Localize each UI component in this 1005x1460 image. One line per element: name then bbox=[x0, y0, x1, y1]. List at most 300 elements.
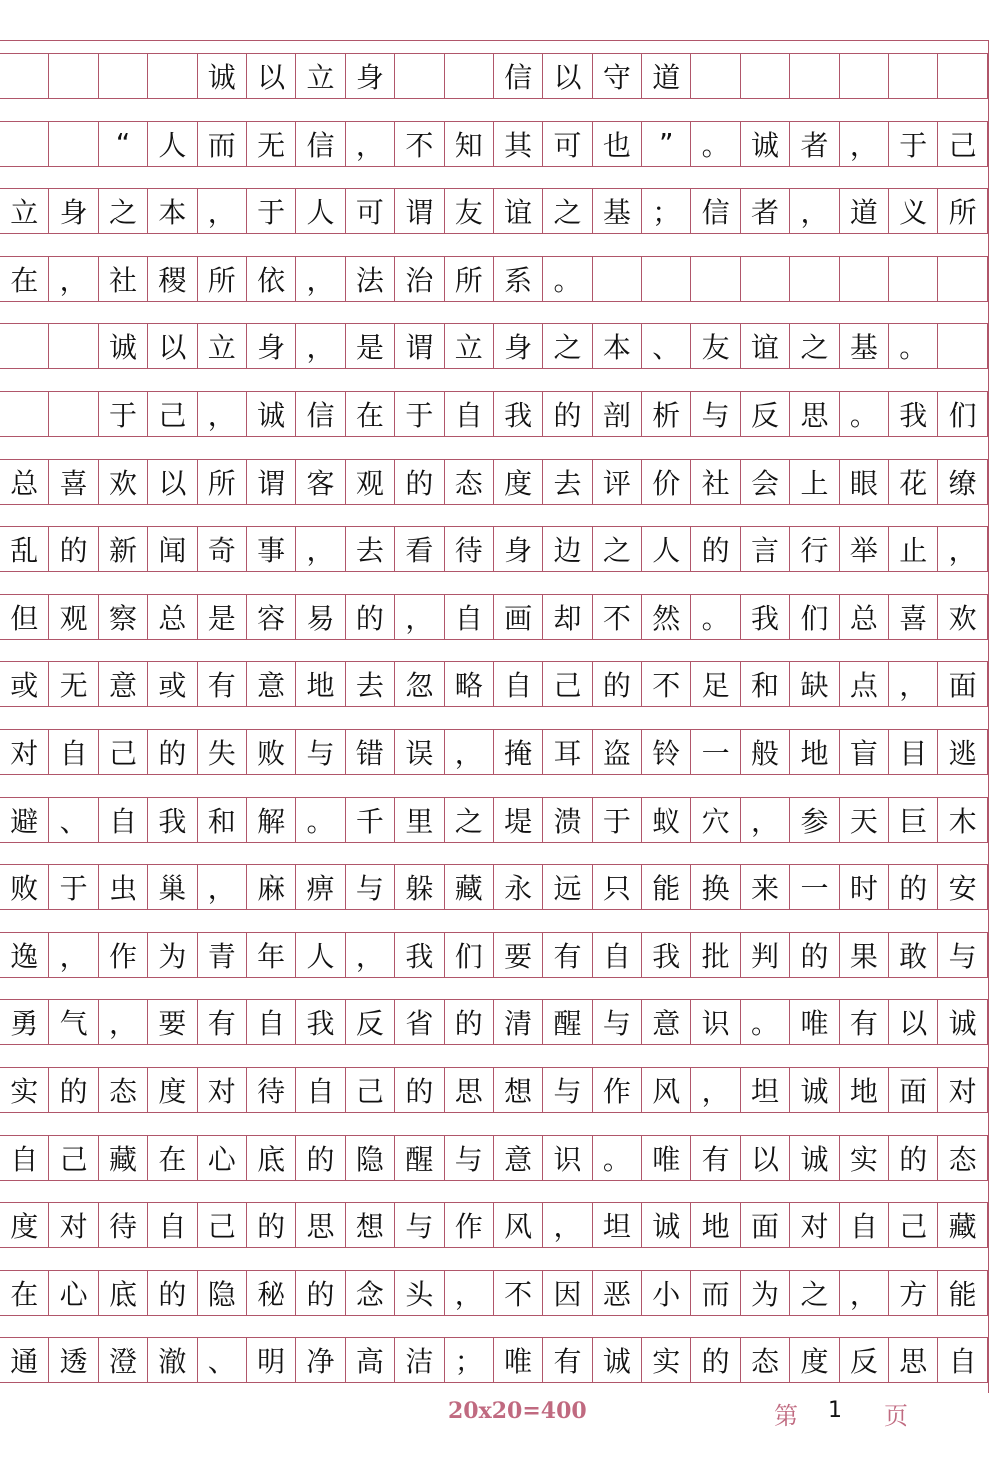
grid-cell: 们 bbox=[938, 392, 987, 436]
grid-cell: ， bbox=[296, 257, 345, 301]
grid-cell: 己 bbox=[889, 1203, 938, 1247]
grid-cell: 信 bbox=[296, 392, 345, 436]
grid-cell: 判 bbox=[741, 933, 790, 977]
grid-row bbox=[0, 391, 988, 437]
grid-row bbox=[0, 999, 988, 1045]
grid-cell bbox=[49, 392, 98, 436]
grid-cell: 守 bbox=[593, 54, 642, 98]
grid-cell bbox=[938, 257, 987, 301]
grid-cell: 者 bbox=[741, 189, 790, 233]
grid-cell: 诚 bbox=[790, 1136, 839, 1180]
grid-cell: 以 bbox=[543, 54, 592, 98]
grid-cell: 己 bbox=[198, 1203, 247, 1247]
grid-cell bbox=[938, 54, 987, 98]
grid-cell: 的 bbox=[49, 1068, 98, 1112]
grid-cell: 实 bbox=[0, 1068, 49, 1112]
grid-cell: 的 bbox=[790, 933, 839, 977]
grid-cell: 面 bbox=[741, 1203, 790, 1247]
grid-cell: 但 bbox=[0, 595, 49, 639]
grid-cell: 巨 bbox=[889, 798, 938, 842]
grid-cell: 只 bbox=[593, 865, 642, 909]
grid-cell: ； bbox=[642, 189, 691, 233]
grid-cell: 上 bbox=[790, 460, 839, 504]
grid-cell: 的 bbox=[691, 1338, 740, 1382]
grid-cell: 自 bbox=[445, 392, 494, 436]
grid-cell: ， bbox=[691, 1068, 740, 1112]
grid-cell: 败 bbox=[247, 730, 296, 774]
grid-cell: ， bbox=[49, 933, 98, 977]
grid-cell bbox=[593, 257, 642, 301]
grid-cell: 的 bbox=[889, 1136, 938, 1180]
grid-cell: ， bbox=[840, 122, 889, 166]
grid-cell: 以 bbox=[741, 1136, 790, 1180]
grid-cell: 我 bbox=[741, 595, 790, 639]
grid-cell bbox=[790, 54, 839, 98]
grid-cell: 反 bbox=[840, 1338, 889, 1382]
grid-cell: 识 bbox=[691, 1000, 740, 1044]
grid-row bbox=[0, 1067, 988, 1113]
grid-cell bbox=[395, 54, 444, 98]
grid-cell: 的 bbox=[148, 730, 197, 774]
grid-cell: ， bbox=[346, 933, 395, 977]
grid-cell: 的 bbox=[543, 392, 592, 436]
grid-cell: 欢 bbox=[938, 595, 987, 639]
grid-cell: 虫 bbox=[99, 865, 148, 909]
grid-cell: 头 bbox=[395, 1271, 444, 1315]
grid-cell: 花 bbox=[889, 460, 938, 504]
grid-cell: 一 bbox=[691, 730, 740, 774]
grid-cell: 能 bbox=[938, 1271, 987, 1315]
grid-cell: 忽 bbox=[395, 662, 444, 706]
grid-cell: 与 bbox=[445, 1136, 494, 1180]
grid-cell: 风 bbox=[642, 1068, 691, 1112]
grid-cell: 知 bbox=[445, 122, 494, 166]
grid-cell: 治 bbox=[395, 257, 444, 301]
grid-cell: 勇 bbox=[0, 1000, 49, 1044]
grid-row bbox=[0, 121, 988, 167]
grid-cell: 闻 bbox=[148, 527, 197, 571]
grid-cell: 友 bbox=[691, 324, 740, 368]
grid-cell: 与 bbox=[543, 1068, 592, 1112]
page-number: 1 bbox=[828, 1398, 842, 1423]
grid-cell: 底 bbox=[99, 1271, 148, 1315]
grid-cell: 的 bbox=[889, 865, 938, 909]
grid-cell: 作 bbox=[593, 1068, 642, 1112]
grid-cell: ， bbox=[346, 122, 395, 166]
grid-cell: 对 bbox=[198, 1068, 247, 1112]
grid-cell: 待 bbox=[99, 1203, 148, 1247]
grid-cell: 信 bbox=[296, 122, 345, 166]
grid-cell: 诚 bbox=[938, 1000, 987, 1044]
grid-row bbox=[0, 459, 988, 505]
grid-cell: 木 bbox=[938, 798, 987, 842]
grid-cell bbox=[148, 54, 197, 98]
grid-cell: 奇 bbox=[198, 527, 247, 571]
grid-cell: 。 bbox=[543, 257, 592, 301]
grid-cell: 之 bbox=[445, 798, 494, 842]
grid-cell: 避 bbox=[0, 798, 49, 842]
grid-cell bbox=[840, 257, 889, 301]
grid-cell: 。 bbox=[593, 1136, 642, 1180]
grid-cell: 己 bbox=[346, 1068, 395, 1112]
grid-row bbox=[0, 256, 988, 302]
grid-cell: 总 bbox=[840, 595, 889, 639]
grid-cell bbox=[741, 54, 790, 98]
grid-row bbox=[0, 1135, 988, 1181]
grid-cell: 之 bbox=[593, 527, 642, 571]
grid-cell: 与 bbox=[395, 1203, 444, 1247]
grid-cell: 地 bbox=[840, 1068, 889, 1112]
grid-cell: 思 bbox=[790, 392, 839, 436]
grid-cell: 小 bbox=[642, 1271, 691, 1315]
grid-cell: 系 bbox=[494, 257, 543, 301]
grid-cell: 在 bbox=[346, 392, 395, 436]
grid-cell: 度 bbox=[790, 1338, 839, 1382]
grid-cell: 有 bbox=[840, 1000, 889, 1044]
grid-cell: 基 bbox=[840, 324, 889, 368]
grid-cell: 之 bbox=[790, 1271, 839, 1315]
grid-cell: 的 bbox=[346, 595, 395, 639]
grid-cell: 自 bbox=[296, 1068, 345, 1112]
grid-cell: 身 bbox=[494, 324, 543, 368]
grid-cell: 对 bbox=[790, 1203, 839, 1247]
grid-cell: ， bbox=[198, 865, 247, 909]
grid-cell: 与 bbox=[296, 730, 345, 774]
grid-cell: 之 bbox=[99, 189, 148, 233]
grid-cell: 社 bbox=[691, 460, 740, 504]
grid-cell: 对 bbox=[938, 1068, 987, 1112]
grid-cell: 之 bbox=[790, 324, 839, 368]
grid-cell: 的 bbox=[395, 460, 444, 504]
grid-cell: ， bbox=[49, 257, 98, 301]
grid-cell: 之 bbox=[543, 324, 592, 368]
grid-cell: 看 bbox=[395, 527, 444, 571]
grid-row bbox=[0, 53, 988, 99]
grid-cell: 反 bbox=[346, 1000, 395, 1044]
grid-cell: 身 bbox=[247, 324, 296, 368]
grid-cell: 对 bbox=[49, 1203, 98, 1247]
grid-cell: 谊 bbox=[741, 324, 790, 368]
grid-cell: 身 bbox=[49, 189, 98, 233]
grid-cell: 省 bbox=[395, 1000, 444, 1044]
grid-cell: 人 bbox=[148, 122, 197, 166]
grid-cell: 己 bbox=[148, 392, 197, 436]
grid-cell: 友 bbox=[445, 189, 494, 233]
grid-cell: 不 bbox=[395, 122, 444, 166]
grid-cell: 、 bbox=[198, 1338, 247, 1382]
grid-cell: 谓 bbox=[395, 324, 444, 368]
grid-cell: 度 bbox=[148, 1068, 197, 1112]
grid-cell: 误 bbox=[395, 730, 444, 774]
grid-row bbox=[0, 1270, 988, 1316]
grid-cell: 待 bbox=[445, 527, 494, 571]
grid-cell bbox=[49, 54, 98, 98]
grid-cell: 地 bbox=[296, 662, 345, 706]
grid-cell: 自 bbox=[494, 662, 543, 706]
grid-cell: 天 bbox=[840, 798, 889, 842]
grid-cell: 面 bbox=[938, 662, 987, 706]
grid-cell bbox=[0, 324, 49, 368]
grid-cell: 掩 bbox=[494, 730, 543, 774]
grid-cell: 果 bbox=[840, 933, 889, 977]
grid-cell: 然 bbox=[642, 595, 691, 639]
grid-cell: 的 bbox=[593, 662, 642, 706]
grid-cell: 于 bbox=[395, 392, 444, 436]
grid-cell: 、 bbox=[49, 798, 98, 842]
grid-cell: 谓 bbox=[247, 460, 296, 504]
grid-cell: 的 bbox=[49, 527, 98, 571]
grid-cell: 欢 bbox=[99, 460, 148, 504]
grid-cell: 有 bbox=[543, 1338, 592, 1382]
grid-cell: 社 bbox=[99, 257, 148, 301]
grid-row bbox=[0, 1337, 988, 1383]
grid-cell: ， bbox=[445, 1271, 494, 1315]
grid-cell: 却 bbox=[543, 595, 592, 639]
grid-cell: 麻 bbox=[247, 865, 296, 909]
grid-cell: 的 bbox=[296, 1136, 345, 1180]
grid-cell: 自 bbox=[840, 1203, 889, 1247]
grid-cell: 缭 bbox=[938, 460, 987, 504]
grid-cell: 依 bbox=[247, 257, 296, 301]
grid-cell: 心 bbox=[49, 1271, 98, 1315]
grid-cell: 要 bbox=[148, 1000, 197, 1044]
grid-cell: 的 bbox=[691, 527, 740, 571]
grid-cell: 对 bbox=[0, 730, 49, 774]
grid-cell: 净 bbox=[296, 1338, 345, 1382]
grid-cell: 其 bbox=[494, 122, 543, 166]
grid-cell: ， bbox=[99, 1000, 148, 1044]
grid-cell: 剖 bbox=[593, 392, 642, 436]
grid-cell: 与 bbox=[938, 933, 987, 977]
grid-cell: 止 bbox=[889, 527, 938, 571]
grid-cell: 我 bbox=[148, 798, 197, 842]
grid-cell bbox=[741, 257, 790, 301]
grid-row bbox=[0, 729, 988, 775]
grid-cell: 自 bbox=[445, 595, 494, 639]
grid-cell: 里 bbox=[395, 798, 444, 842]
grid-cell: 想 bbox=[494, 1068, 543, 1112]
grid-cell: 所 bbox=[445, 257, 494, 301]
grid-cell: 而 bbox=[691, 1271, 740, 1315]
grid-cell: 不 bbox=[494, 1271, 543, 1315]
grid-cell bbox=[840, 54, 889, 98]
grid-cell: 透 bbox=[49, 1338, 98, 1382]
grid-cell: 道 bbox=[642, 54, 691, 98]
grid-cell: 缺 bbox=[790, 662, 839, 706]
grid-cell: 解 bbox=[247, 798, 296, 842]
grid-cell: 所 bbox=[938, 189, 987, 233]
grid-cell: 实 bbox=[840, 1136, 889, 1180]
grid-cell: 立 bbox=[445, 324, 494, 368]
grid-cell: 为 bbox=[741, 1271, 790, 1315]
grid-cell: 者 bbox=[790, 122, 839, 166]
grid-cell: 易 bbox=[296, 595, 345, 639]
grid-cell: 观 bbox=[49, 595, 98, 639]
grid-cell: 年 bbox=[247, 933, 296, 977]
grid-cell bbox=[691, 257, 740, 301]
grid-cell: 藏 bbox=[938, 1203, 987, 1247]
grid-cell: 新 bbox=[99, 527, 148, 571]
grid-cell bbox=[691, 54, 740, 98]
grid-cell: 青 bbox=[198, 933, 247, 977]
grid-cell: 边 bbox=[543, 527, 592, 571]
grid-cell: 在 bbox=[0, 1271, 49, 1315]
grid-cell: 的 bbox=[296, 1271, 345, 1315]
grid-cell: 千 bbox=[346, 798, 395, 842]
grid-cell: 以 bbox=[148, 460, 197, 504]
grid-cell: 巢 bbox=[148, 865, 197, 909]
grid-cell: 溃 bbox=[543, 798, 592, 842]
grid-cell: 之 bbox=[543, 189, 592, 233]
grid-cell: 诚 bbox=[790, 1068, 839, 1112]
grid-cell: 识 bbox=[543, 1136, 592, 1180]
grid-cell: 面 bbox=[889, 1068, 938, 1112]
grid-cell: 于 bbox=[99, 392, 148, 436]
grid-row bbox=[0, 594, 988, 640]
grid-cell: 身 bbox=[494, 527, 543, 571]
grid-cell: 无 bbox=[49, 662, 98, 706]
grid-cell: ； bbox=[445, 1338, 494, 1382]
grid-cell: 藏 bbox=[99, 1136, 148, 1180]
grid-cell: 或 bbox=[148, 662, 197, 706]
grid-cell: 诚 bbox=[198, 54, 247, 98]
grid-cell: 隐 bbox=[346, 1136, 395, 1180]
grid-cell: 评 bbox=[593, 460, 642, 504]
grid-cell: 远 bbox=[543, 865, 592, 909]
grid-cell: 盲 bbox=[840, 730, 889, 774]
grid-cell bbox=[0, 122, 49, 166]
grid-cell: 有 bbox=[198, 1000, 247, 1044]
grid-cell: 诚 bbox=[741, 122, 790, 166]
grid-cell: 总 bbox=[148, 595, 197, 639]
grid-cell: 己 bbox=[543, 662, 592, 706]
grid-cell: 足 bbox=[691, 662, 740, 706]
grid-cell: ， bbox=[395, 595, 444, 639]
grid-cell: 所 bbox=[198, 257, 247, 301]
grid-cell: 作 bbox=[445, 1203, 494, 1247]
grid-cell: 自 bbox=[49, 730, 98, 774]
grid-cell: 以 bbox=[148, 324, 197, 368]
grid-cell: 喜 bbox=[889, 595, 938, 639]
grid-cell: 洁 bbox=[395, 1338, 444, 1382]
grid-cell: 唯 bbox=[642, 1136, 691, 1180]
grid-cell: ， bbox=[741, 798, 790, 842]
grid-cell: 察 bbox=[99, 595, 148, 639]
grid-cell: 有 bbox=[198, 662, 247, 706]
grid-cell: 一 bbox=[790, 865, 839, 909]
grid-cell: 不 bbox=[593, 595, 642, 639]
grid-cell: ， bbox=[445, 730, 494, 774]
grid-cell: 念 bbox=[346, 1271, 395, 1315]
grid-cell: ， bbox=[790, 189, 839, 233]
grid-cell bbox=[938, 324, 987, 368]
grid-cell: 和 bbox=[741, 662, 790, 706]
grid-row bbox=[0, 932, 988, 978]
grid-cell: 痹 bbox=[296, 865, 345, 909]
grid-cell: 去 bbox=[346, 662, 395, 706]
grid-cell: 澄 bbox=[99, 1338, 148, 1382]
grid-cell: 于 bbox=[49, 865, 98, 909]
grid-cell: 来 bbox=[741, 865, 790, 909]
grid-cell: 是 bbox=[198, 595, 247, 639]
grid-cell: 澈 bbox=[148, 1338, 197, 1382]
grid-cell: 逃 bbox=[938, 730, 987, 774]
grid-cell: 于 bbox=[247, 189, 296, 233]
grid-cell: 因 bbox=[543, 1271, 592, 1315]
grid-row bbox=[0, 864, 988, 910]
grid-cell: 诚 bbox=[99, 324, 148, 368]
grid-cell: 道 bbox=[840, 189, 889, 233]
grid-cell: 所 bbox=[198, 460, 247, 504]
grid-cell: 唯 bbox=[790, 1000, 839, 1044]
grid-cell: 或 bbox=[0, 662, 49, 706]
grid-count-label: 20x20=400 bbox=[448, 1398, 587, 1424]
grid-cell: ” bbox=[642, 122, 691, 166]
grid-cell bbox=[445, 54, 494, 98]
grid-cell: 己 bbox=[938, 122, 987, 166]
grid-cell: 和 bbox=[198, 798, 247, 842]
grid-cell: 秘 bbox=[247, 1271, 296, 1315]
grid-cell: 躲 bbox=[395, 865, 444, 909]
grid-cell: 身 bbox=[346, 54, 395, 98]
grid-cell: 谓 bbox=[395, 189, 444, 233]
grid-cell: 的 bbox=[148, 1271, 197, 1315]
grid-cell: 可 bbox=[543, 122, 592, 166]
grid-cell: 实 bbox=[642, 1338, 691, 1382]
grid-cell: 析 bbox=[642, 392, 691, 436]
grid-cell: 意 bbox=[247, 662, 296, 706]
grid-cell: 客 bbox=[296, 460, 345, 504]
grid-cell: 恶 bbox=[593, 1271, 642, 1315]
grid-cell: 想 bbox=[346, 1203, 395, 1247]
grid-cell: 反 bbox=[741, 392, 790, 436]
grid-cell: ， bbox=[296, 527, 345, 571]
grid-cell: 可 bbox=[346, 189, 395, 233]
grid-cell: 醒 bbox=[543, 1000, 592, 1044]
grid-cell: 立 bbox=[0, 189, 49, 233]
grid-cell: 的 bbox=[395, 1068, 444, 1112]
grid-cell: 唯 bbox=[494, 1338, 543, 1382]
grid-cell: 批 bbox=[691, 933, 740, 977]
grid-cell: 举 bbox=[840, 527, 889, 571]
grid-cell: 目 bbox=[889, 730, 938, 774]
grid-cell: 要 bbox=[494, 933, 543, 977]
grid-cell: 与 bbox=[691, 392, 740, 436]
grid-cell: 待 bbox=[247, 1068, 296, 1112]
grid-cell bbox=[49, 122, 98, 166]
grid-cell: 己 bbox=[99, 730, 148, 774]
grid-row bbox=[0, 661, 988, 707]
grid-cell: 自 bbox=[593, 933, 642, 977]
grid-cell: 堤 bbox=[494, 798, 543, 842]
grid-cell: 意 bbox=[99, 662, 148, 706]
grid-cell: 诚 bbox=[642, 1203, 691, 1247]
grid-cell: 思 bbox=[296, 1203, 345, 1247]
grid-cell: 高 bbox=[346, 1338, 395, 1382]
grid-cell: 敢 bbox=[889, 933, 938, 977]
grid-cell: 心 bbox=[198, 1136, 247, 1180]
grid-cell: 清 bbox=[494, 1000, 543, 1044]
grid-cell: 会 bbox=[741, 460, 790, 504]
grid-cell: 态 bbox=[741, 1338, 790, 1382]
grid-cell: 作 bbox=[99, 933, 148, 977]
grid-cell: 通 bbox=[0, 1338, 49, 1382]
grid-cell: 。 bbox=[691, 122, 740, 166]
grid-cell: 与 bbox=[346, 865, 395, 909]
grid-row bbox=[0, 323, 988, 369]
grid-cell: 们 bbox=[445, 933, 494, 977]
grid-cell bbox=[49, 324, 98, 368]
